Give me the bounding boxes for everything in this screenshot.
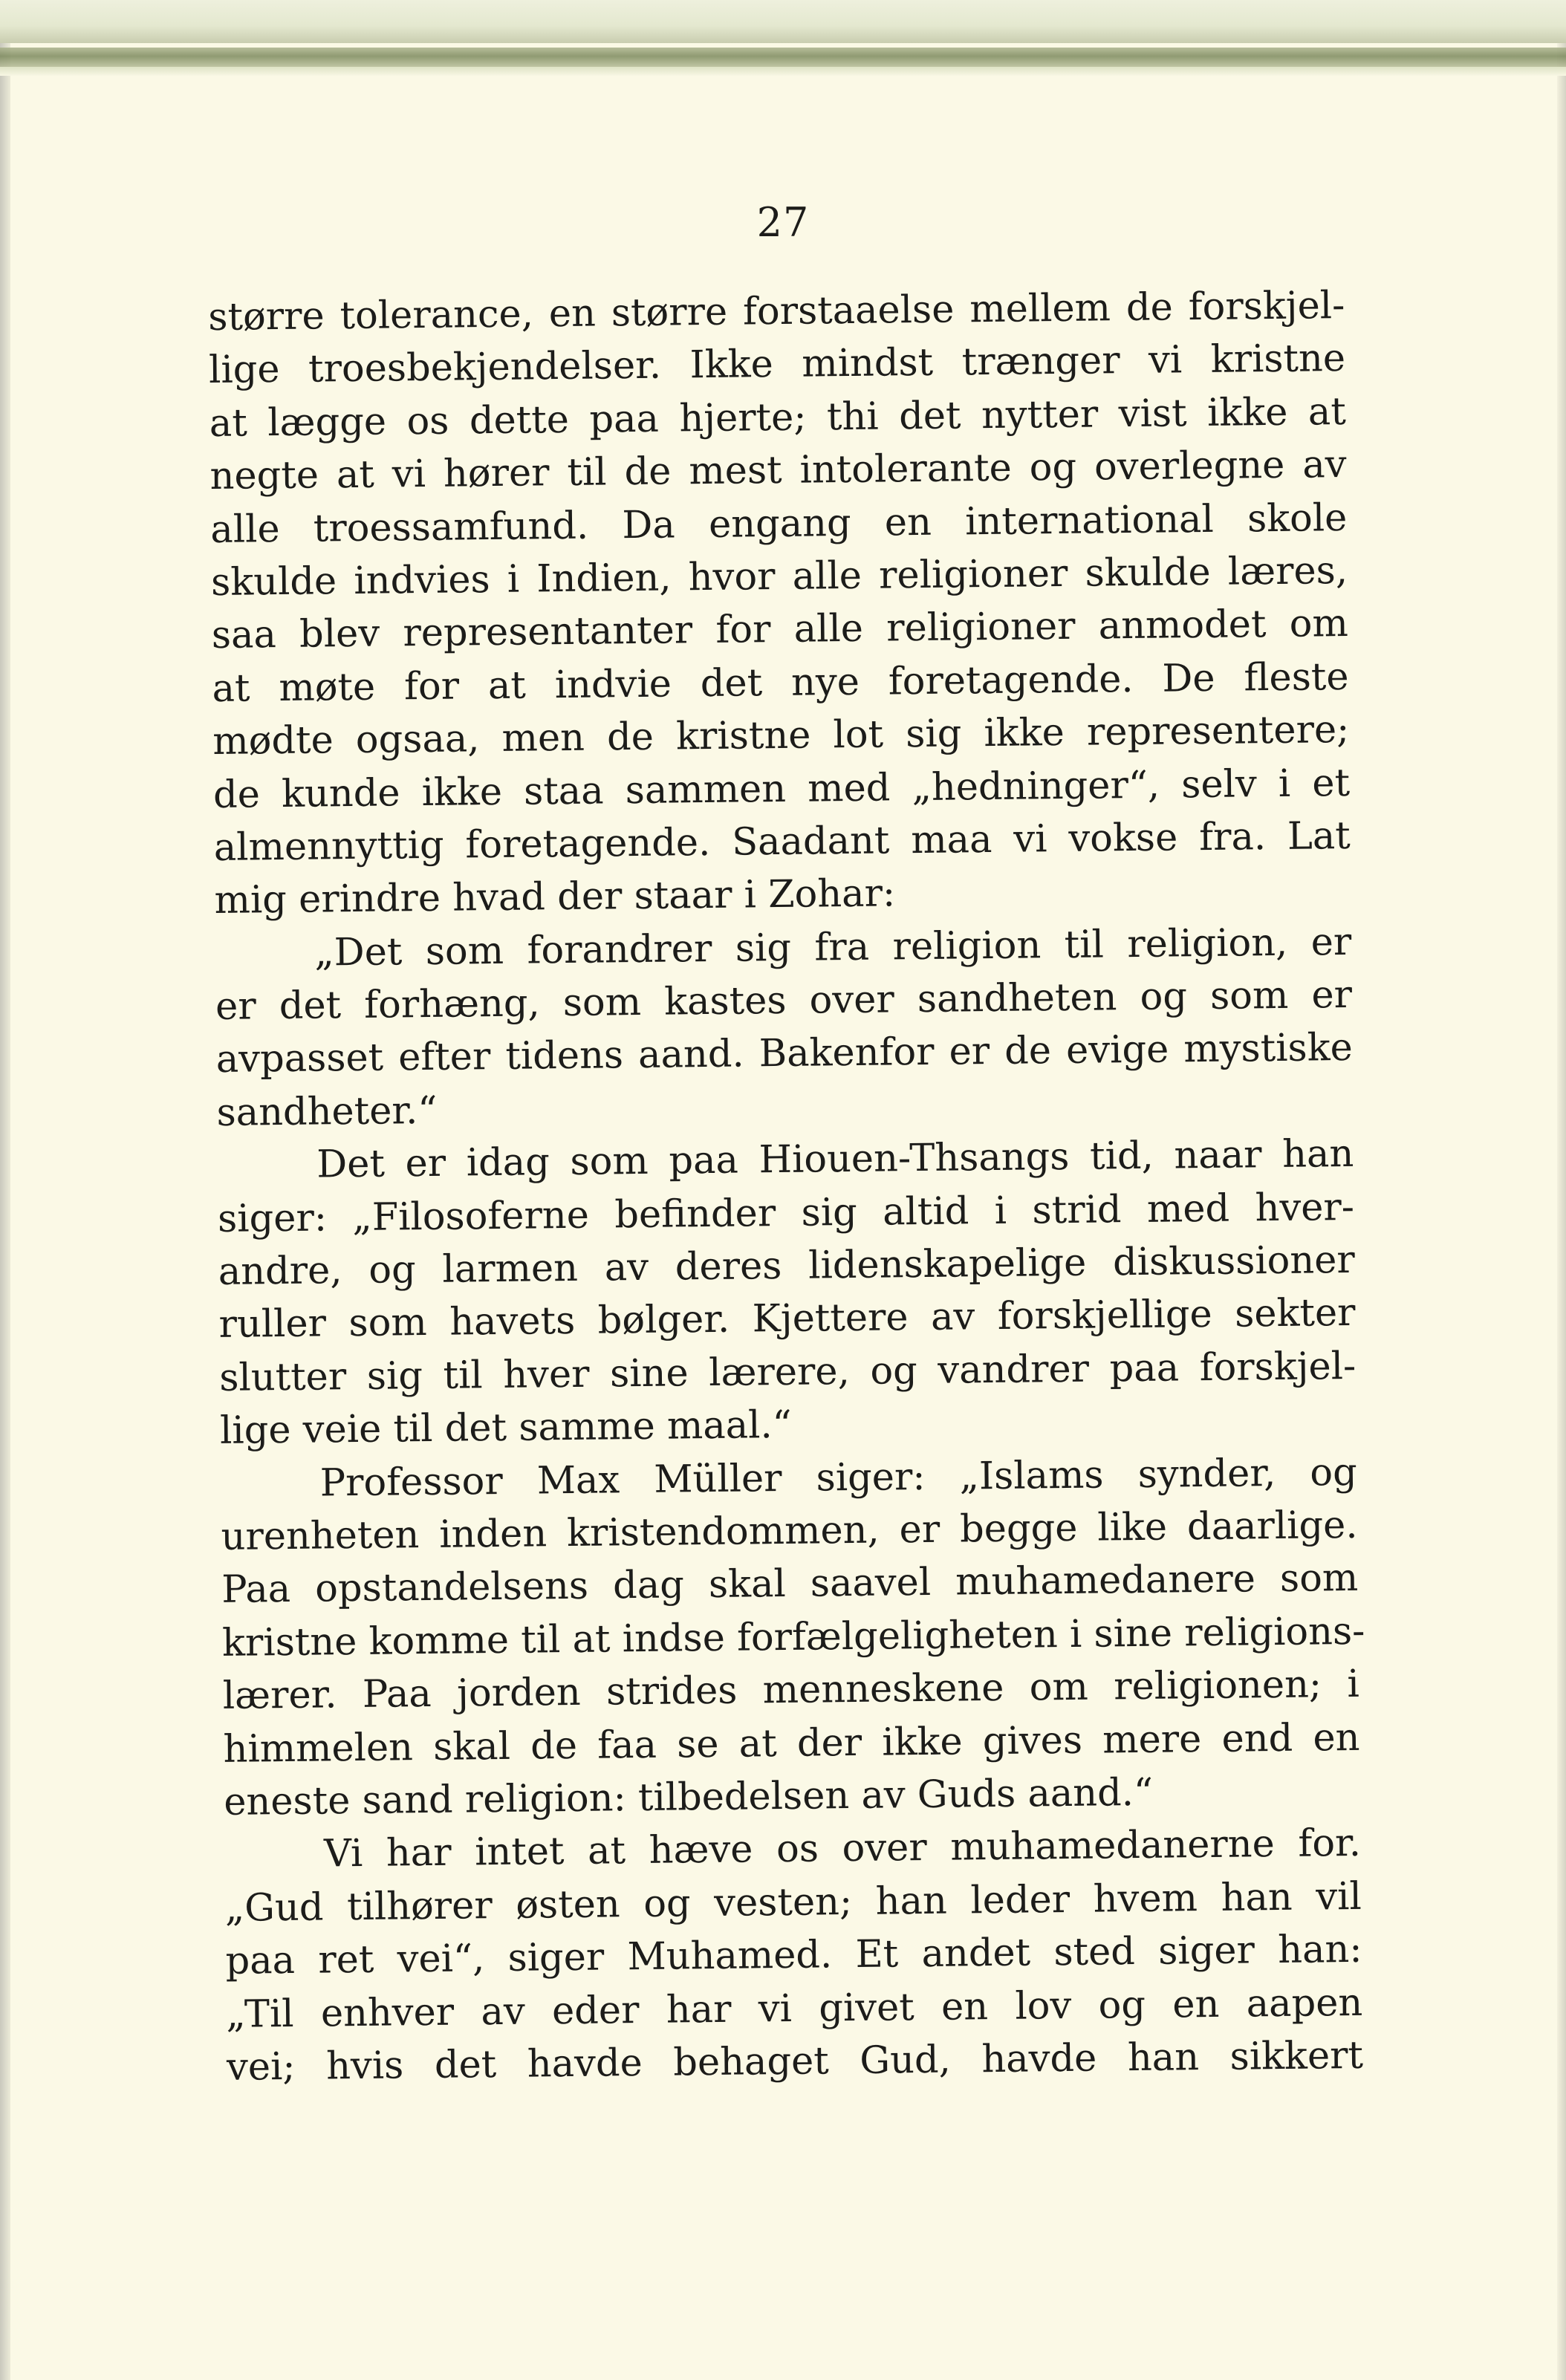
text-line: mig erindre hvad der staar i Zohar: <box>214 871 896 923</box>
text-line: er det forhæng, som kastes over sandheten og som er <box>215 973 1353 1030</box>
text-line: Det er idag som paa Hiouen-Thsangs tid, naar han <box>316 1132 1354 1187</box>
text-line: avpasset efter tidens aand. Bakenfor er de evige mystiske <box>215 1026 1354 1082</box>
text-line: saa blev representanter for alle religioner anmodet om <box>211 602 1349 658</box>
scan-top-band <box>0 0 1566 43</box>
text-line: andre, og larmen av deres lidenskapelige diskussioner <box>218 1238 1356 1294</box>
text-line: himmelen skal de faa se at der ikke gives mere end en <box>223 1715 1360 1772</box>
scan-top-rule-light <box>0 67 1566 76</box>
text-line: „Til enhver av eder har vi givet en lov og en aapen <box>225 1980 1363 2037</box>
text-line: Professor Max Müller siger: „Islams synder, og <box>319 1450 1358 1506</box>
text-line: siger: „Filosoferne befinder sig altid i strid med hver- <box>217 1185 1355 1241</box>
text-line: mødte ogsaa, men de kristne lot sig ikke representere; <box>212 708 1350 764</box>
text-line: at lægge os dette paa hjerte; thi det nytter vist ikke at <box>209 389 1347 446</box>
text-line: urenheten inden kristendommen, er begge like daarlige. <box>221 1503 1358 1559</box>
text-line: kristne komme til at indse forfælgeligheten i sine religions- <box>221 1609 1365 1665</box>
text-line: lige troesbekjendelser. Ikke mindst trænger vi kristne <box>208 336 1346 393</box>
scan-right-edge <box>1557 0 1566 2380</box>
text-line: alle troessamfund. Da engang en international skole <box>210 495 1348 552</box>
text-line: slutter sig til hver sine lærere, og vandrer paa forskjel- <box>219 1344 1357 1400</box>
text-line: større tolerance, en større forstaaelse mellem de forskjel- <box>208 283 1345 339</box>
scan-left-edge <box>0 0 10 2380</box>
text-line: sandheter.“ <box>216 1088 438 1135</box>
text-line: „Gud tilhører østen og vesten; han leder hvem han vil <box>224 1874 1362 1931</box>
text-line: lærer. Paa jorden strides menneskene om religionen; i <box>222 1662 1360 1719</box>
text-line: almennyttig foretagende. Saadant maa vi vokse fra. Lat <box>213 813 1351 870</box>
text-line: at møte for at indvie det nye foretagende. De fleste <box>212 654 1349 711</box>
text-line: de kunde ikke staa sammen med „hedninger“, selv i et <box>212 761 1351 817</box>
page-number: 27 <box>756 199 810 246</box>
text-line: „Det som forandrer sig fra religion til religion, er <box>314 920 1352 975</box>
scan-top-rule <box>0 48 1566 67</box>
text-line: vei; hvis det havde behaget Gud, havde han sikkert <box>226 2033 1364 2090</box>
text-line: Paa opstandelsens dag skal saavel muhamedanere som <box>221 1556 1359 1613</box>
text-line: eneste sand religion: tilbedelsen av Guds aand.“ <box>223 1770 1154 1824</box>
text-line: negte at vi hører til de mest intolerante og overlegne av <box>209 443 1347 499</box>
text-line: lige veie til det samme maal.“ <box>219 1403 793 1454</box>
text-line: paa ret vei“, siger Muhamed. Et andet sted siger han: <box>225 1927 1362 1983</box>
body-text <box>208 279 1363 2094</box>
text-line: skulde indvies i Indien, hvor alle religioner skulde læres, <box>210 548 1348 605</box>
text-line: Vi har intet at hæve os over muhamedanerne for. <box>323 1821 1362 1876</box>
text-line: ruller som havets bølger. Kjettere av forskjellige sekter <box>218 1291 1356 1347</box>
